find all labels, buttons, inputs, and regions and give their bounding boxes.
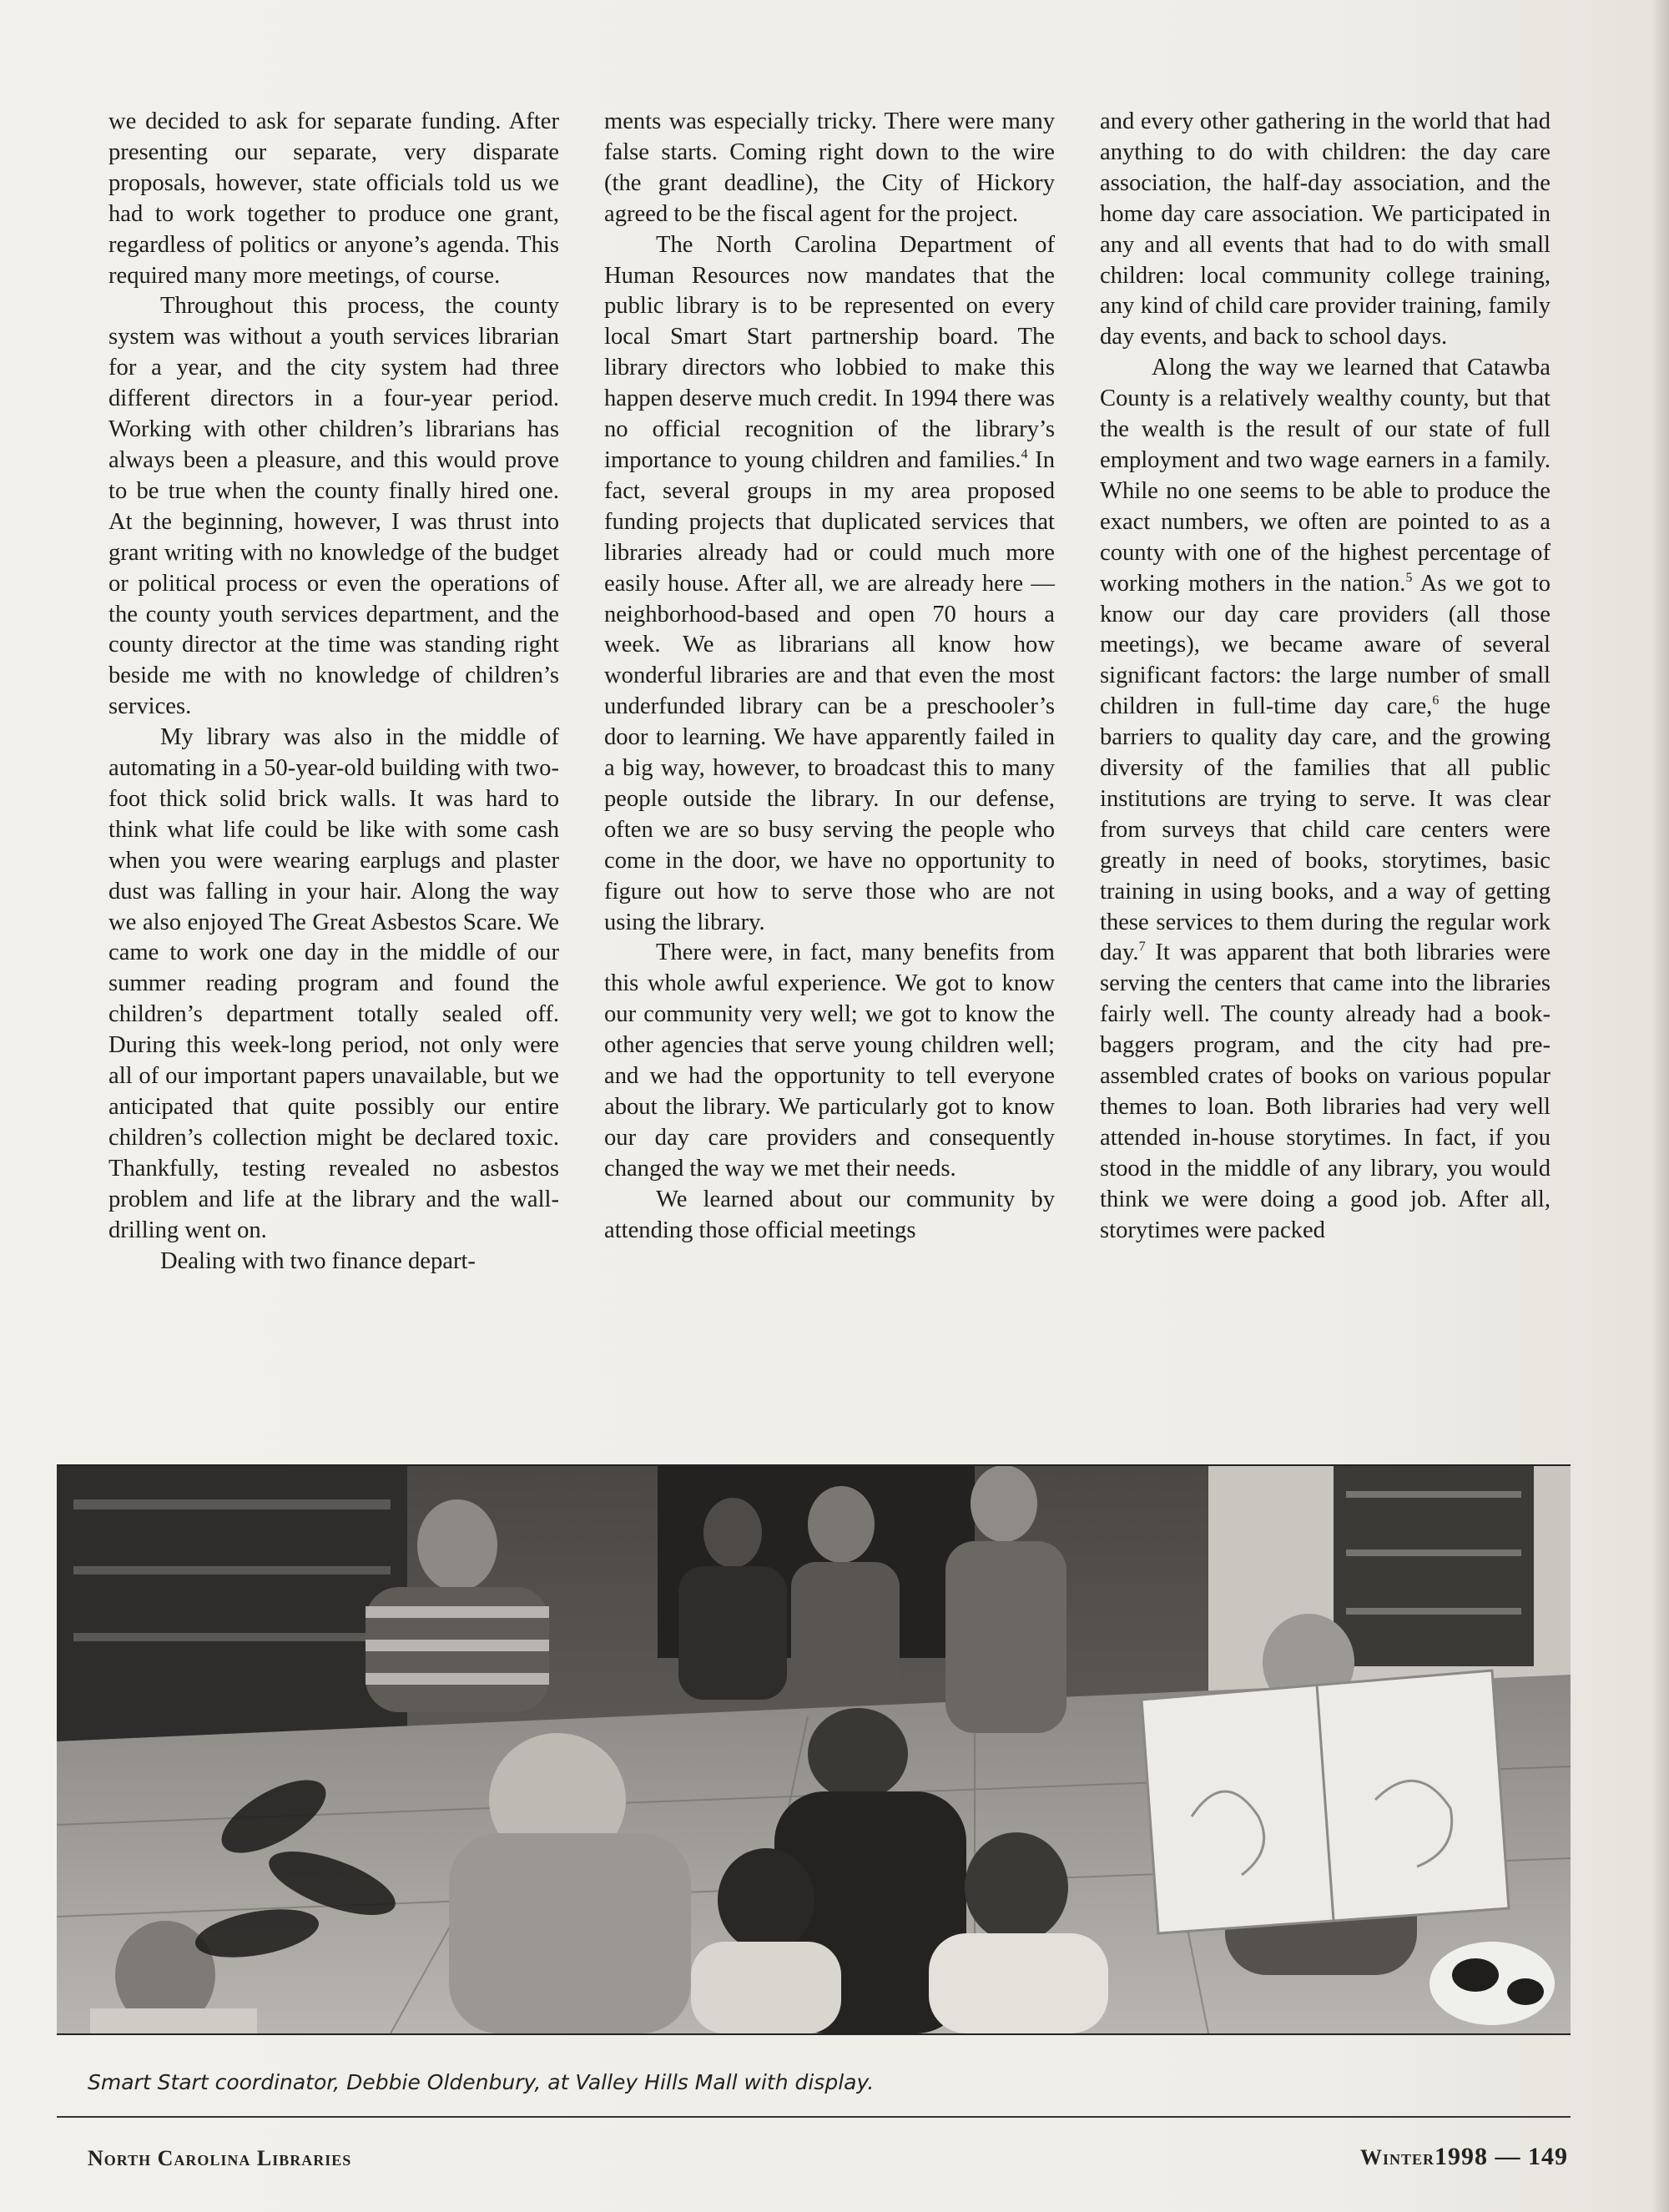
footnote-marker: 7 xyxy=(1138,940,1146,955)
journal-name: North Carolina Libraries xyxy=(88,2146,352,2170)
paragraph: My library was also in the middle of automating in a 50-year-old building with two-foot thick solid brick walls. It was hard to think what life could be like with some cash when you were wearing earplugs and plaster dust was falling in your hair. Along the way we also enjoyed The Great Asbestos Scare. We came to work one day in the middle of our summer reading program and found the children’s department totally sealed off. During this week-long period, not only were all of our important papers unavailable, but we anticipated that quite possibly our entire children’s collection might be declared toxic. Thankfully, testing revealed no asbestos problem and life at the library and the wall-drilling went on. xyxy=(108,724,559,1243)
issue-season: Winter xyxy=(1360,2145,1435,2169)
paragraph: There were, in fact, many benefits from this whole awful experience. We got to know our community very well; we got to know the other agencies that serve young children well; and we had the opportunity to tell everyone about the library. We particularly got to know our day care providers and consequently changed the way we met their needs. xyxy=(604,940,1055,1182)
caption-divider xyxy=(57,2116,1571,2118)
photo-caption: Smart Start coordinator, Debbie Oldenbury, at Valley Hills Mall with display. xyxy=(88,2070,875,2094)
footer-separator: — xyxy=(1488,2143,1529,2170)
photo-illustration xyxy=(57,1466,1571,2033)
binding-shadow xyxy=(1651,0,1669,2212)
paragraph: The North Carolina Department of Human Resources now mandates that the public library is to be represented on every local Smart Start partnership board. The library directors who lobbied to make this happen deserve much credit. In 1994 there was no official recognition of the library’s importance to young children and families.$^4$ In fact, several groups in my area proposed funding projects that duplicated services that libraries already had or could much more easily house. After all, we are already here — neighborhood-based and open 70 hours a week. We as librarians all know how wonderful libraries are and that even the most underfunded library can be a preschooler’s door to learning. We have apparently failed in a big way, however, to broadcast this to many people outside the library. In our defense, often we are so busy serving the people who come in the door, we have no opportunity to figure out how to serve those who are not using the library. xyxy=(604,231,1055,935)
text-column-2 xyxy=(604,107,1055,1442)
paragraph: Dealing with two finance depart- xyxy=(160,1247,476,1274)
paragraph: ments was especially tricky. There were many false starts. Coming right down to the wire (the grant deadline), the City of Hickory agreed to be the fiscal agent for the project. xyxy=(604,108,1055,227)
text-column-1 xyxy=(108,107,559,1442)
paragraph: Along the way we learned that Catawba County is a relatively wealthy county, but that the wealth is the result of our state of full employment and two wage earners in a family. While no one seems to be able to produce the exact numbers, we often are pointed to as a county with one of the highest percentage of working mothers in the nation.$^5$ As we got to know our day care providers (all those meetings), we became aware of several significant factors: the large number of small children in full-time day care,$^6$ the huge barriers to quality day care, and the growing diversity of the families that all public institutions are trying to serve. It was clear from surveys that child care centers were greatly in need of books, storytimes, basic training in using books, and a way of getting these services to them during the regular work day.$^7$ It was apparent that both libraries were serving the centers that came into the libraries fairly well. The county already had a book-baggers program, and the city had pre-assembled crates of books on various popular themes to loan. Both libraries had very well attended in-house storytimes. In fact, if you stood in the middle of any library, you would think we were doing a good job. After all, storytimes were packed xyxy=(1100,355,1551,1243)
issue-year: 1998 xyxy=(1435,2143,1489,2170)
paragraph: We learned about our community by attending those official meetings xyxy=(604,1186,1055,1243)
footnote-marker: 4 xyxy=(1021,446,1028,461)
footnote-marker: 5 xyxy=(1405,570,1413,585)
paragraph: and every other gathering in the world that had anything to do with children: the day care association, the half-day association, and the home day care association. We participated in any and all events that had to do with small children: local community college training, any kind of child care provider training, family day events, and back to school days. xyxy=(1100,108,1551,350)
paragraph: we decided to ask for separate funding. After presenting our separate, very disparate proposals, however, state officials told us we had to work together to produce one grant, regardless of politics or anyone’s agenda. This required many more meetings, of course. xyxy=(108,108,559,289)
text-column-3 xyxy=(1100,107,1551,1442)
page-number: 149 xyxy=(1528,2143,1569,2170)
footnote-marker: 6 xyxy=(1432,693,1440,708)
issue-and-page xyxy=(1360,2143,1568,2171)
storytime-photo xyxy=(57,1464,1571,2035)
paragraph: Throughout this process, the county system was without a youth services librarian for a year, and the city system had three different directors in a four-year period. Working with other children’s librarians has always been a pleasure, and this would prove to be true when the county finally hired one. At the beginning, however, I was thrust into grant writing with no knowledge of the budget or political process or even the operations of the county youth services department, and the county director at the time was standing right beside me with no knowledge of children’s services. xyxy=(108,293,559,720)
